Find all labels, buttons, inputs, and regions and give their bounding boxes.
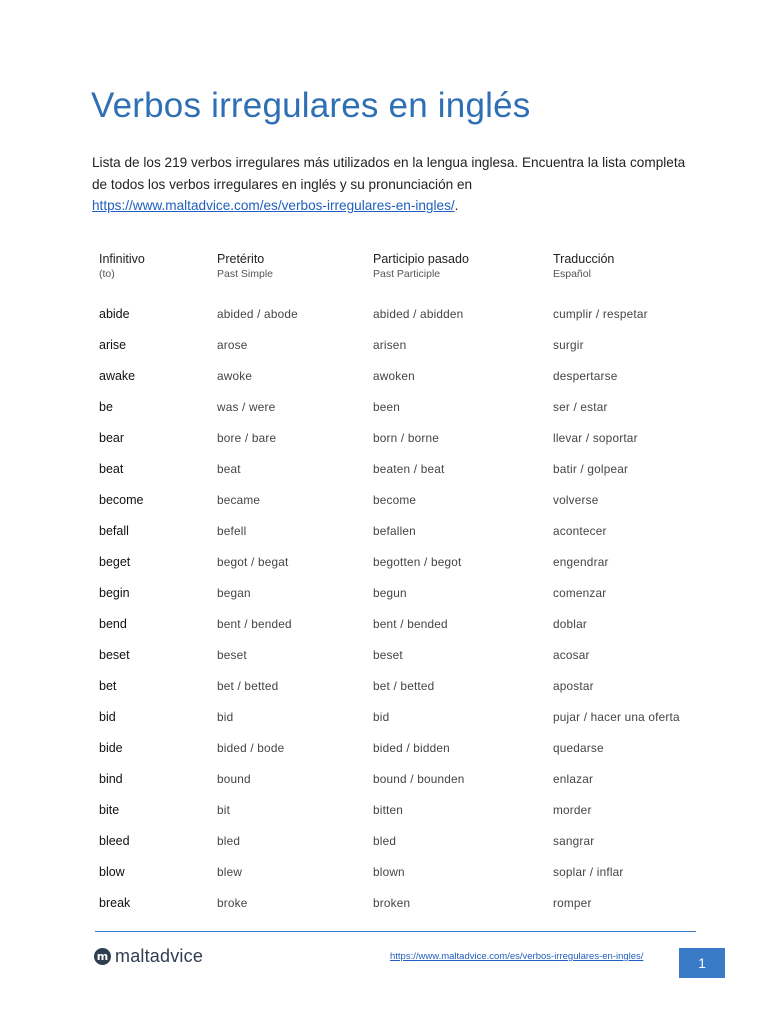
cell-translation: romper [553,895,592,910]
table-row [99,825,719,856]
cell-translation: engendrar [553,554,609,569]
cell-past-participle: abided / abidden [373,306,464,321]
cell-translation: apostar [553,678,594,693]
footer-divider [95,931,696,932]
cell-infinitive: bite [99,802,120,817]
cell-infinitive: bide [99,740,123,755]
cell-infinitive: be [99,399,113,414]
cell-past-participle: begotten / begot [373,554,462,569]
cell-past-participle: bled [373,833,397,848]
cell-past-participle: bitten [373,802,404,817]
cell-past-participle: begun [373,585,407,600]
cell-translation: comenzar [553,585,607,600]
cell-translation: batir / golpear [553,461,629,476]
page-number: 1 [679,948,725,978]
cell-past-simple: bet / betted [217,678,279,693]
cell-translation: doblar [553,616,587,631]
table-row [99,391,719,422]
cell-past-participle: bet / betted [373,678,435,693]
cell-infinitive: bind [99,771,123,786]
cell-past-simple: beat [217,461,241,476]
cell-translation: surgir [553,337,584,352]
cell-past-simple: began [217,585,251,600]
cell-past-participle: bid [373,709,390,724]
cell-translation: acosar [553,647,590,662]
cell-past-simple: bent / bended [217,616,292,631]
cell-past-simple: arose [217,337,248,352]
cell-translation: despertarse [553,368,618,383]
cell-infinitive: bid [99,709,116,724]
intro-paragraph [92,152,692,217]
intro-link[interactable]: https://www.maltadvice.com/es/verbos-irregulares-en-ingles/ [92,198,455,213]
cell-past-participle: born / borne [373,430,440,445]
cell-past-participle: blown [373,864,405,879]
header-label: Infinitivo [99,252,145,266]
cell-past-simple: bided / bode [217,740,285,755]
cell-past-simple: abided / abode [217,306,298,321]
footer-link[interactable]: https://www.maltadvice.com/es/verbos-irregulares-en-ingles/ [390,951,644,962]
cell-translation: pujar / hacer una oferta [553,709,680,724]
table-row [99,484,719,515]
cell-past-participle: bided / bidden [373,740,450,755]
cell-infinitive: befall [99,523,129,538]
table-row [99,546,719,577]
table-row [99,670,719,701]
header-infinitivo [99,252,217,298]
cell-past-simple: broke [217,895,248,910]
cell-past-simple: blew [217,864,243,879]
cell-past-simple: begot / begat [217,554,289,569]
header-sublabel: Past Simple [217,268,274,280]
footer-logo [94,946,203,967]
verbs-table [99,252,719,918]
cell-infinitive: break [99,895,131,910]
cell-infinitive: abide [99,306,130,321]
cell-past-simple: awoke [217,368,253,383]
table-body [99,298,719,918]
header-participio [373,252,553,298]
cell-past-simple: became [217,492,261,507]
table-row [99,732,719,763]
table-row [99,298,719,329]
table-row [99,639,719,670]
cell-past-participle: beset [373,647,403,662]
logo-text: maltadvice [115,946,204,966]
cell-infinitive: bleed [99,833,130,848]
cell-past-participle: arisen [373,337,407,352]
header-label: Traducción [553,252,615,266]
cell-translation: ser / estar [553,399,608,414]
table-row [99,887,719,918]
cell-past-simple: befell [217,523,247,538]
cell-past-simple: bled [217,833,241,848]
cell-past-participle: broken [373,895,411,910]
cell-translation: llevar / soportar [553,430,638,445]
header-label: Pretérito [217,252,265,266]
cell-infinitive: begin [99,585,130,600]
cell-past-simple: bore / bare [217,430,277,445]
header-preterito [217,252,373,298]
maltadvice-logo-icon: m [94,948,111,965]
cell-infinitive: bet [99,678,117,693]
table-row [99,856,719,887]
cell-translation: morder [553,802,592,817]
cell-past-participle: beaten / beat [373,461,445,476]
header-label: Participio pasado [373,252,469,266]
cell-past-participle: awoken [373,368,415,383]
cell-translation: volverse [553,492,599,507]
table-row [99,453,719,484]
header-sublabel: Español [553,268,591,280]
cell-infinitive: bear [99,430,125,445]
cell-infinitive: beset [99,647,130,662]
table-row [99,608,719,639]
cell-translation: sangrar [553,833,595,848]
table-row [99,329,719,360]
table-row [99,515,719,546]
table-row [99,422,719,453]
table-row [99,577,719,608]
header-traduccion [553,252,719,298]
cell-translation: quedarse [553,740,604,755]
cell-past-simple: beset [217,647,247,662]
header-sublabel: Past Participle [373,268,441,280]
cell-translation: soplar / inflar [553,864,624,879]
cell-translation: enlazar [553,771,594,786]
cell-past-simple: bid [217,709,234,724]
intro-text: Lista de los 219 verbos irregulares más utilizados en la lengua inglesa. Encuentra la lista completa de todos los verbos irregulares en inglés y su pronunciación en [92,155,686,192]
cell-past-participle: bound / bounden [373,771,465,786]
cell-past-simple: bit [217,802,231,817]
table-row [99,763,719,794]
cell-past-participle: befallen [373,523,416,538]
table-row [99,794,719,825]
cell-infinitive: bend [99,616,127,631]
cell-past-simple: bound [217,771,251,786]
table-row [99,360,719,391]
cell-translation: cumplir / respetar [553,306,648,321]
cell-infinitive: beget [99,554,131,569]
cell-infinitive: become [99,492,144,507]
cell-translation: acontecer [553,523,607,538]
cell-past-simple: was / were [217,399,276,414]
cell-infinitive: arise [99,337,127,352]
table-row [99,701,719,732]
cell-infinitive: beat [99,461,124,476]
intro-end: . [454,198,459,213]
table-header [99,252,719,298]
cell-past-participle: become [373,492,417,507]
cell-infinitive: awake [99,368,136,383]
cell-infinitive: blow [99,864,125,879]
cell-past-participle: bent / bended [373,616,448,631]
header-sublabel: (to) [99,268,115,280]
page-title: Verbos irregulares en inglés [91,86,531,125]
cell-past-participle: been [373,399,401,414]
